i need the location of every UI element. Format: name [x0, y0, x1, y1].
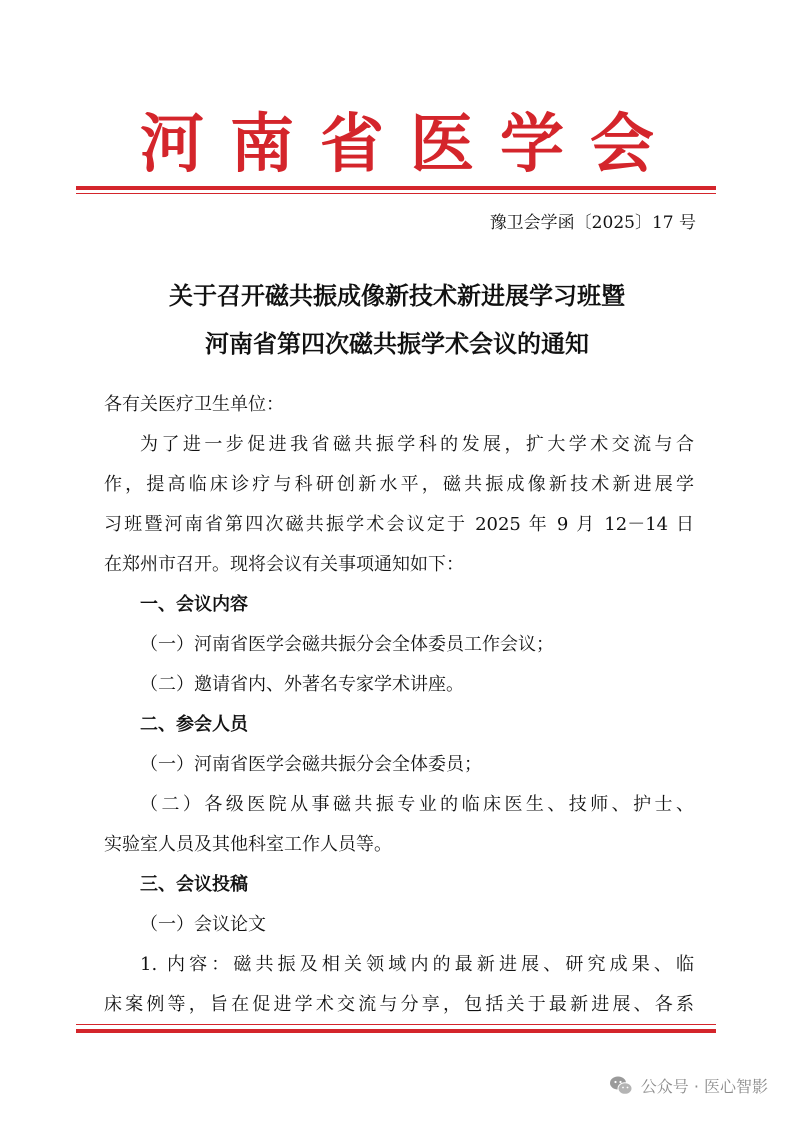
- header-rule-thin: [76, 193, 716, 194]
- document-number: 豫卫会学函〔2025〕17 号: [489, 213, 696, 233]
- footer-rule-thick: [76, 1029, 716, 1033]
- intro-line-2: 作，提高临床诊疗与科研创新水平，磁共振成像新技术新进展学: [104, 474, 694, 495]
- salutation: 各有关医疗卫生单位：: [104, 394, 284, 415]
- intro-line-4: 在郑州市召开。现将会议有关事项通知如下：: [104, 554, 464, 575]
- section-2-heading: 二、参会人员: [140, 714, 248, 735]
- notice-body: [104, 385, 694, 1025]
- watermark-text: 公众号 · 医心智影: [640, 1077, 768, 1096]
- section-2-item-1: （一）河南省医学会磁共振分会全体委员；: [140, 754, 482, 775]
- notice-title-line-2: 河南省第四次磁共振学术会议的通知: [205, 329, 589, 358]
- section-1-item-2: （二）邀请省内、外著名专家学术讲座。: [140, 674, 464, 695]
- wechat-icon: [609, 1075, 633, 1097]
- notice-title-line-1: 关于召开磁共振成像新技术新进展学习班暨: [169, 281, 625, 310]
- section-1-heading: 一、会议内容: [140, 594, 248, 615]
- section-3-point-1-line-1: 1. 内容：磁共振及相关领域内的最新进展、研究成果、临: [140, 954, 694, 975]
- watermark: [609, 1074, 768, 1097]
- intro-line-3: 习班暨河南省第四次磁共振学术会议定于 2025 年 9 月 12－14 日: [104, 514, 694, 535]
- org-name-header: 河南省医学会: [140, 107, 680, 182]
- section-2-item-2-line-1: （二）各级医院从事磁共振专业的临床医生、技师、护士、: [140, 794, 694, 815]
- section-3-sub-1: （一）会议论文: [140, 914, 266, 935]
- header-rule-thick: [76, 186, 716, 190]
- section-2-item-2-line-2: 实验室人员及其他科室工作人员等。: [104, 834, 392, 855]
- section-3-point-1-line-2: 床案例等，旨在促进学术交流与分享，包括关于最新进展、各系: [104, 994, 694, 1015]
- footer-rule-thin: [76, 1024, 716, 1025]
- section-1-item-1: （一）河南省医学会磁共振分会全体委员工作会议；: [140, 634, 554, 655]
- intro-line-1: 为了进一步促进我省磁共振学科的发展，扩大学术交流与合: [140, 434, 694, 455]
- section-3-heading: 三、会议投稿: [140, 874, 248, 895]
